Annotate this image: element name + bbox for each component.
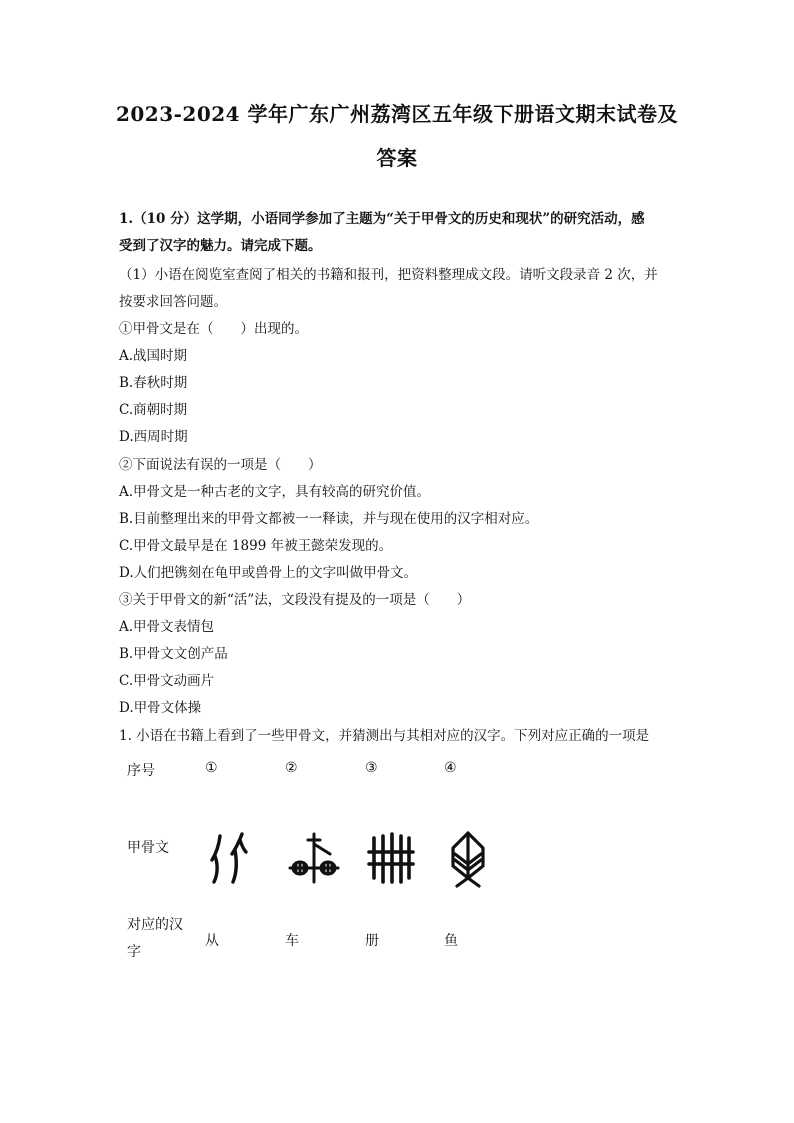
row-label-number: 序号 (127, 763, 155, 779)
next-question-stem: 1. 小语在书籍上看到了一些甲骨文，并猜测出与其相对应的汉字。下列对应正确的一项是 (119, 728, 650, 744)
option-a: A.甲骨文表情包 (119, 619, 215, 635)
oracle-cong-glyph (206, 830, 250, 886)
oracle-ce-glyph (366, 830, 416, 886)
oracle-che-glyph (286, 830, 342, 886)
option-b: B.甲骨文文创产品 (119, 646, 228, 662)
row-label-hanzi-continued: 字 (127, 944, 141, 960)
option-d: D.西周时期 (119, 429, 188, 445)
column-number: ④ (444, 760, 457, 776)
row-label-oracle: 甲骨文 (127, 840, 169, 856)
option-a: A.战国时期 (119, 348, 188, 364)
page-title: 2023-2024 学年广东广州荔湾区五年级下册语文期末试卷及 (115, 102, 679, 126)
page-title-continued: 答案 (376, 146, 418, 170)
item-stem: ②下面说法有误的一项是（ ） (119, 457, 322, 473)
option-c: C.商朝时期 (119, 402, 188, 418)
question-stem: 1.（10 分）这学期，小语同学参加了主题为“关于甲骨文的历史和现状”的研究活动，感 (119, 211, 645, 227)
hanzi-cell: 鱼 (444, 933, 458, 949)
column-number: ② (285, 760, 298, 776)
column-number: ③ (365, 760, 378, 776)
option-d: D.甲骨文体操 (119, 700, 202, 716)
row-label-hanzi: 对应的汉 (127, 917, 183, 933)
option-c: C.甲骨文最早是在 1899 年被王懿荣发现的。 (119, 538, 393, 554)
hanzi-cell: 车 (285, 933, 299, 949)
oracle-yu-glyph (445, 830, 491, 888)
question-stem-continued: 受到了汉字的魅力。请完成下题。 (119, 238, 322, 254)
sub-question-intro: （1）小语在阅览室查阅了相关的书籍和报刊，把资料整理成文段。请听文段录音 2 次，并 (119, 267, 658, 283)
option-c: C.甲骨文动画片 (119, 673, 215, 689)
option-b: B.目前整理出来的甲骨文都被一一释读，并与现在使用的汉字相对应。 (119, 511, 539, 527)
item-stem: ③关于甲骨文的新“活”法，文段没有提及的一项是（ ） (119, 592, 471, 608)
sub-question-intro-continued: 按要求回答问题。 (119, 294, 227, 310)
column-number: ① (205, 760, 218, 776)
hanzi-cell: 册 (365, 933, 379, 949)
option-d: D.人们把镌刻在龟甲或兽骨上的文字叫做甲骨文。 (119, 565, 418, 581)
option-a: A.甲骨文是一种古老的文字，具有较高的研究价值。 (119, 484, 431, 500)
item-stem: ①甲骨文是在（ ）出现的。 (119, 321, 308, 337)
option-b: B.春秋时期 (119, 375, 188, 391)
hanzi-cell: 从 (205, 933, 219, 949)
